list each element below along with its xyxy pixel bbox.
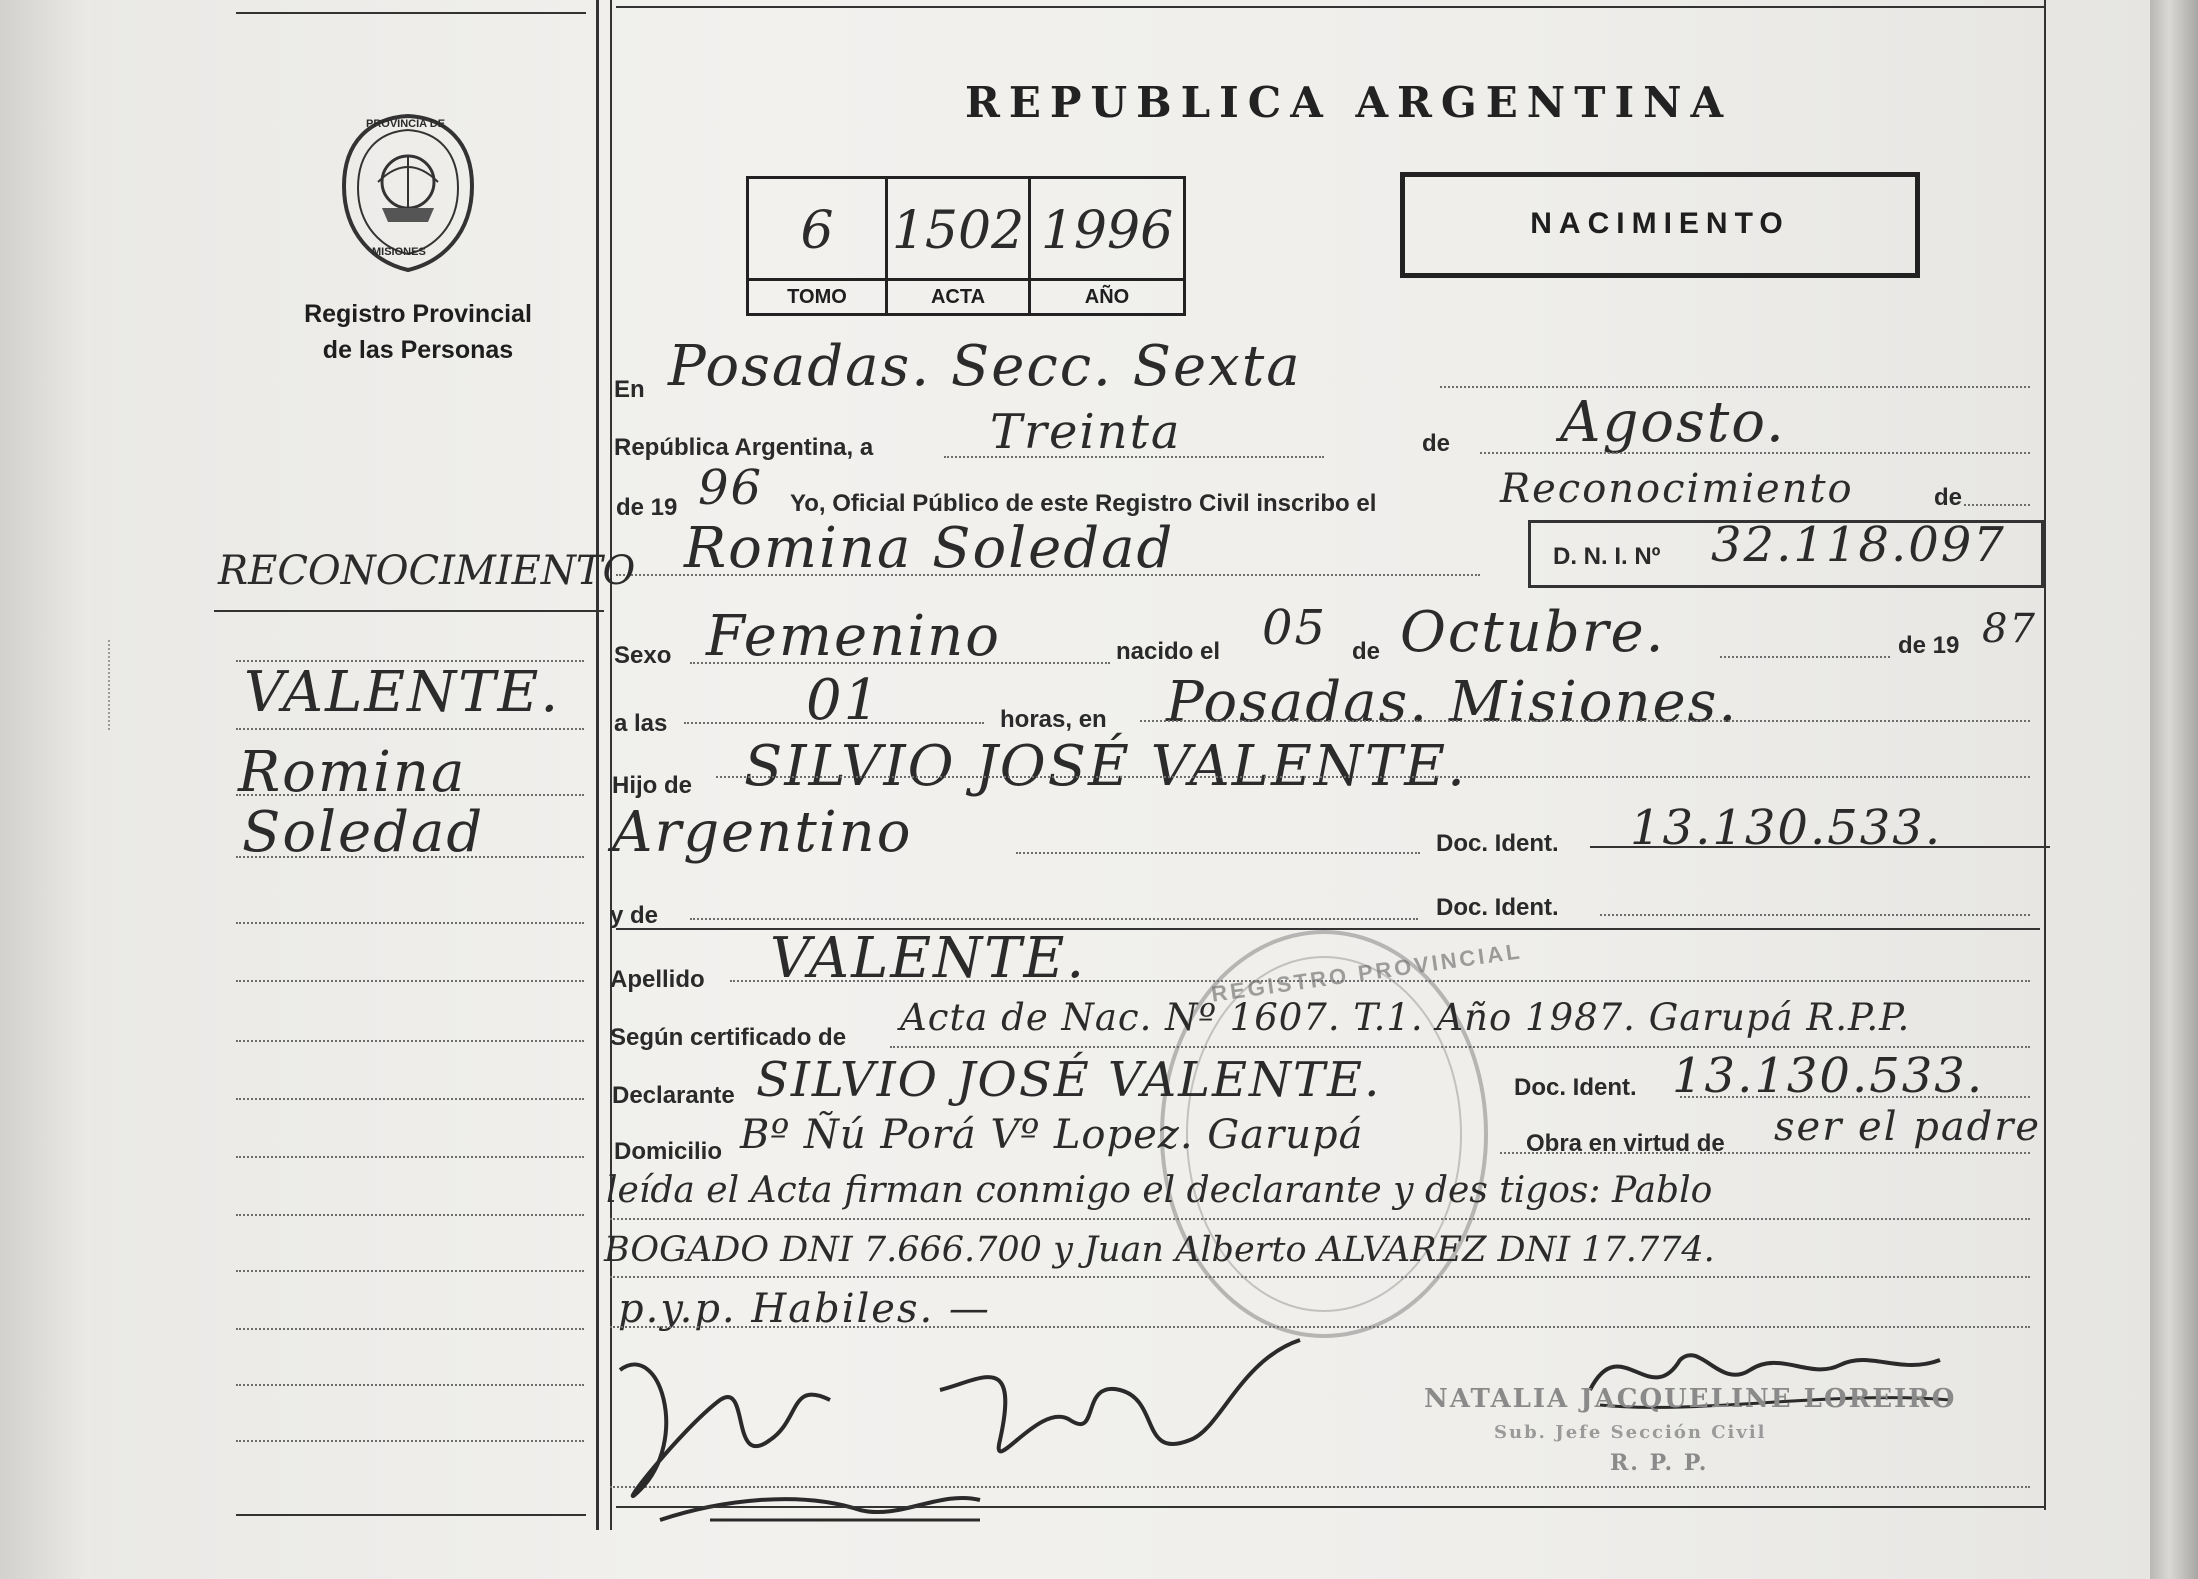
entry-given-name: Romina Soledad	[684, 516, 1175, 581]
stamp-text: REGISTRO PROVINCIAL	[1209, 938, 1524, 1007]
emblem-text-bottom: MISIONES	[372, 246, 426, 258]
official-office: R. P. P.	[1610, 1450, 1709, 1476]
margin-dotted	[236, 1328, 584, 1330]
margin-dotted	[236, 1040, 584, 1042]
entry-birth-place: Posadas. Misiones.	[1166, 670, 1739, 735]
dotted-line	[716, 776, 2030, 778]
dotted-line	[1964, 504, 2030, 506]
entry-father-doc: 13.130.533.	[1630, 800, 1943, 856]
margin-dotted	[236, 980, 584, 982]
label-doc3: Doc. Ident.	[1514, 1074, 1637, 1101]
binding-edge	[0, 0, 90, 1579]
margin-dotted	[236, 922, 584, 924]
label-de2: de	[1934, 484, 1963, 511]
margin-surname: VALENTE.	[244, 660, 561, 725]
margin-note: RECONOCIMIENTO	[218, 548, 636, 594]
margin-name-1: Romina	[238, 740, 467, 805]
dotted-line	[1680, 1096, 2030, 1098]
dotted-line	[1140, 720, 2030, 722]
margin-divider-inner	[610, 0, 612, 1530]
dotted-line	[616, 574, 1480, 576]
label-segun: Según certificado de	[610, 1024, 847, 1051]
label-sexo: Sexo	[614, 642, 672, 669]
book-edge	[2150, 0, 2198, 1579]
label-doc1: Doc. Ident.	[1436, 830, 1559, 857]
dotted-line	[690, 662, 1110, 664]
anio-cell	[1031, 179, 1183, 313]
entry-basis: ser el padre	[1774, 1104, 2042, 1150]
dotted-line	[730, 980, 2030, 982]
label-declarante: Declarante	[612, 1082, 735, 1109]
margin-dotted	[236, 1440, 584, 1442]
entry-certificate: Acta de Nac. Nº 1607. T.1. Año 1987. Garupá R.P.P.	[900, 996, 1911, 1039]
country-title: REPUBLICA ARGENTINA	[965, 78, 1733, 127]
label-hijo: Hijo de	[612, 772, 693, 799]
office-name-line1: Registro Provincial	[304, 300, 532, 328]
tomo-cell	[749, 179, 888, 313]
anio-value: 1996	[1040, 201, 1174, 261]
entry-father: SILVIO JOSÉ VALENTE.	[744, 734, 1467, 799]
bottom-rule-left	[236, 1514, 586, 1516]
anio-label: AÑO	[1031, 278, 1183, 313]
label-horas: horas, en	[1000, 706, 1107, 733]
observation-line-2: BOGADO DNI 7.666.700 y Juan Alberto ALVAREZ DNI 17.774.	[604, 1230, 1715, 1270]
observation-line-3: p.y.p. Habiles. —	[618, 1286, 991, 1332]
entry-day-registered: Treinta	[990, 404, 1182, 460]
entry-surname: VALENTE.	[770, 926, 1087, 991]
entry-nationality: Argentino	[612, 800, 913, 865]
margin-dotted	[236, 1270, 584, 1272]
office-name-line2: de las Personas	[322, 336, 514, 364]
margin-dotted	[236, 856, 584, 858]
entry-year-registered: 96	[698, 460, 764, 516]
label-dni: D. N. I. Nº	[1553, 543, 1661, 570]
dotted-line	[690, 918, 1418, 920]
label-a-las: a las	[614, 710, 668, 737]
entry-act-type: Reconocimiento	[1500, 466, 1854, 512]
tomo-value: 6	[800, 201, 834, 261]
reference-box	[746, 176, 1186, 316]
entry-birth-day: 05	[1262, 600, 1328, 656]
margin-dotted	[236, 1384, 584, 1386]
dotted-line	[1600, 914, 2030, 916]
label-de-anio: de 19	[1898, 632, 1960, 659]
margin-dotted	[236, 794, 584, 796]
record-type-box	[1400, 172, 1920, 278]
acta-value: 1502	[891, 201, 1025, 261]
acta-label: ACTA	[888, 278, 1028, 313]
label-obra: Obra en virtud de	[1526, 1130, 1725, 1157]
dni-box	[1528, 517, 2044, 588]
margin-dotted	[236, 728, 584, 730]
right-border	[2044, 0, 2046, 1510]
label-doc2: Doc. Ident.	[1436, 894, 1559, 921]
label-domicilio: Domicilio	[614, 1138, 723, 1165]
top-rule-left	[236, 12, 586, 14]
top-rule-right	[616, 6, 2044, 8]
label-republica: República Argentina, a	[614, 434, 874, 461]
tomo-label: TOMO	[749, 278, 885, 313]
margin-dotted	[236, 1214, 584, 1216]
label-y-de: y de	[610, 902, 659, 929]
entry-hour: 01	[806, 668, 882, 733]
official-name: NATALIA JACQUELINE LOREIRO	[1424, 1384, 1957, 1414]
dotted-line	[1500, 1152, 2030, 1154]
dotted-line	[1720, 656, 1890, 658]
entry-sex: Femenino	[706, 604, 1001, 669]
margin-name-2: Soledad	[242, 800, 485, 865]
entry-declarant: SILVIO JOSÉ VALENTE.	[756, 1052, 1382, 1108]
entry-address: Bº Ñú Porá Vº Lopez. Garupá	[740, 1112, 1364, 1158]
label-yo: Yo, Oficial Público de este Registro Civil inscribo el	[790, 490, 1377, 517]
label-de-year: de 19	[616, 494, 678, 521]
dotted-line	[1016, 852, 1420, 854]
label-de-mes: de	[1352, 638, 1381, 665]
margin-dotted	[236, 1098, 584, 1100]
entry-birth-year: 87	[1982, 606, 2037, 652]
entry-declarant-doc: 13.130.533.	[1672, 1048, 1985, 1104]
dotted-line	[610, 1276, 2030, 1278]
dotted-line	[1440, 386, 2030, 388]
label-apellido: Apellido	[610, 966, 705, 993]
doc-rule	[1590, 846, 2050, 848]
bottom-rule-right	[616, 1506, 2044, 1508]
label-en: En	[614, 376, 645, 403]
entry-birth-month: Octubre.	[1400, 600, 1666, 665]
margin-divider	[596, 0, 599, 1530]
dotted-line	[1480, 452, 2030, 454]
observation-line-1: leída el Acta firman conmigo el declarante y des tigos: Pablo	[606, 1170, 1713, 1211]
dotted-line	[610, 1218, 2030, 1220]
label-de: de	[1422, 430, 1451, 457]
official-role: Sub. Jefe Sección Civil	[1494, 1422, 1767, 1443]
margin-rule	[214, 610, 604, 612]
margin-dotted	[236, 1156, 584, 1158]
emblem-text-top: PROVINCIA DE	[366, 118, 446, 130]
label-nacido: nacido el	[1116, 638, 1221, 665]
acta-cell	[888, 179, 1031, 313]
record-type-label: NACIMIENTO	[1530, 207, 1790, 240]
entry-place: Posadas. Secc. Sexta	[668, 334, 1302, 399]
entry-dni: 32.118.097	[1711, 517, 2006, 573]
entry-month-registered: Agosto.	[1560, 390, 1786, 455]
